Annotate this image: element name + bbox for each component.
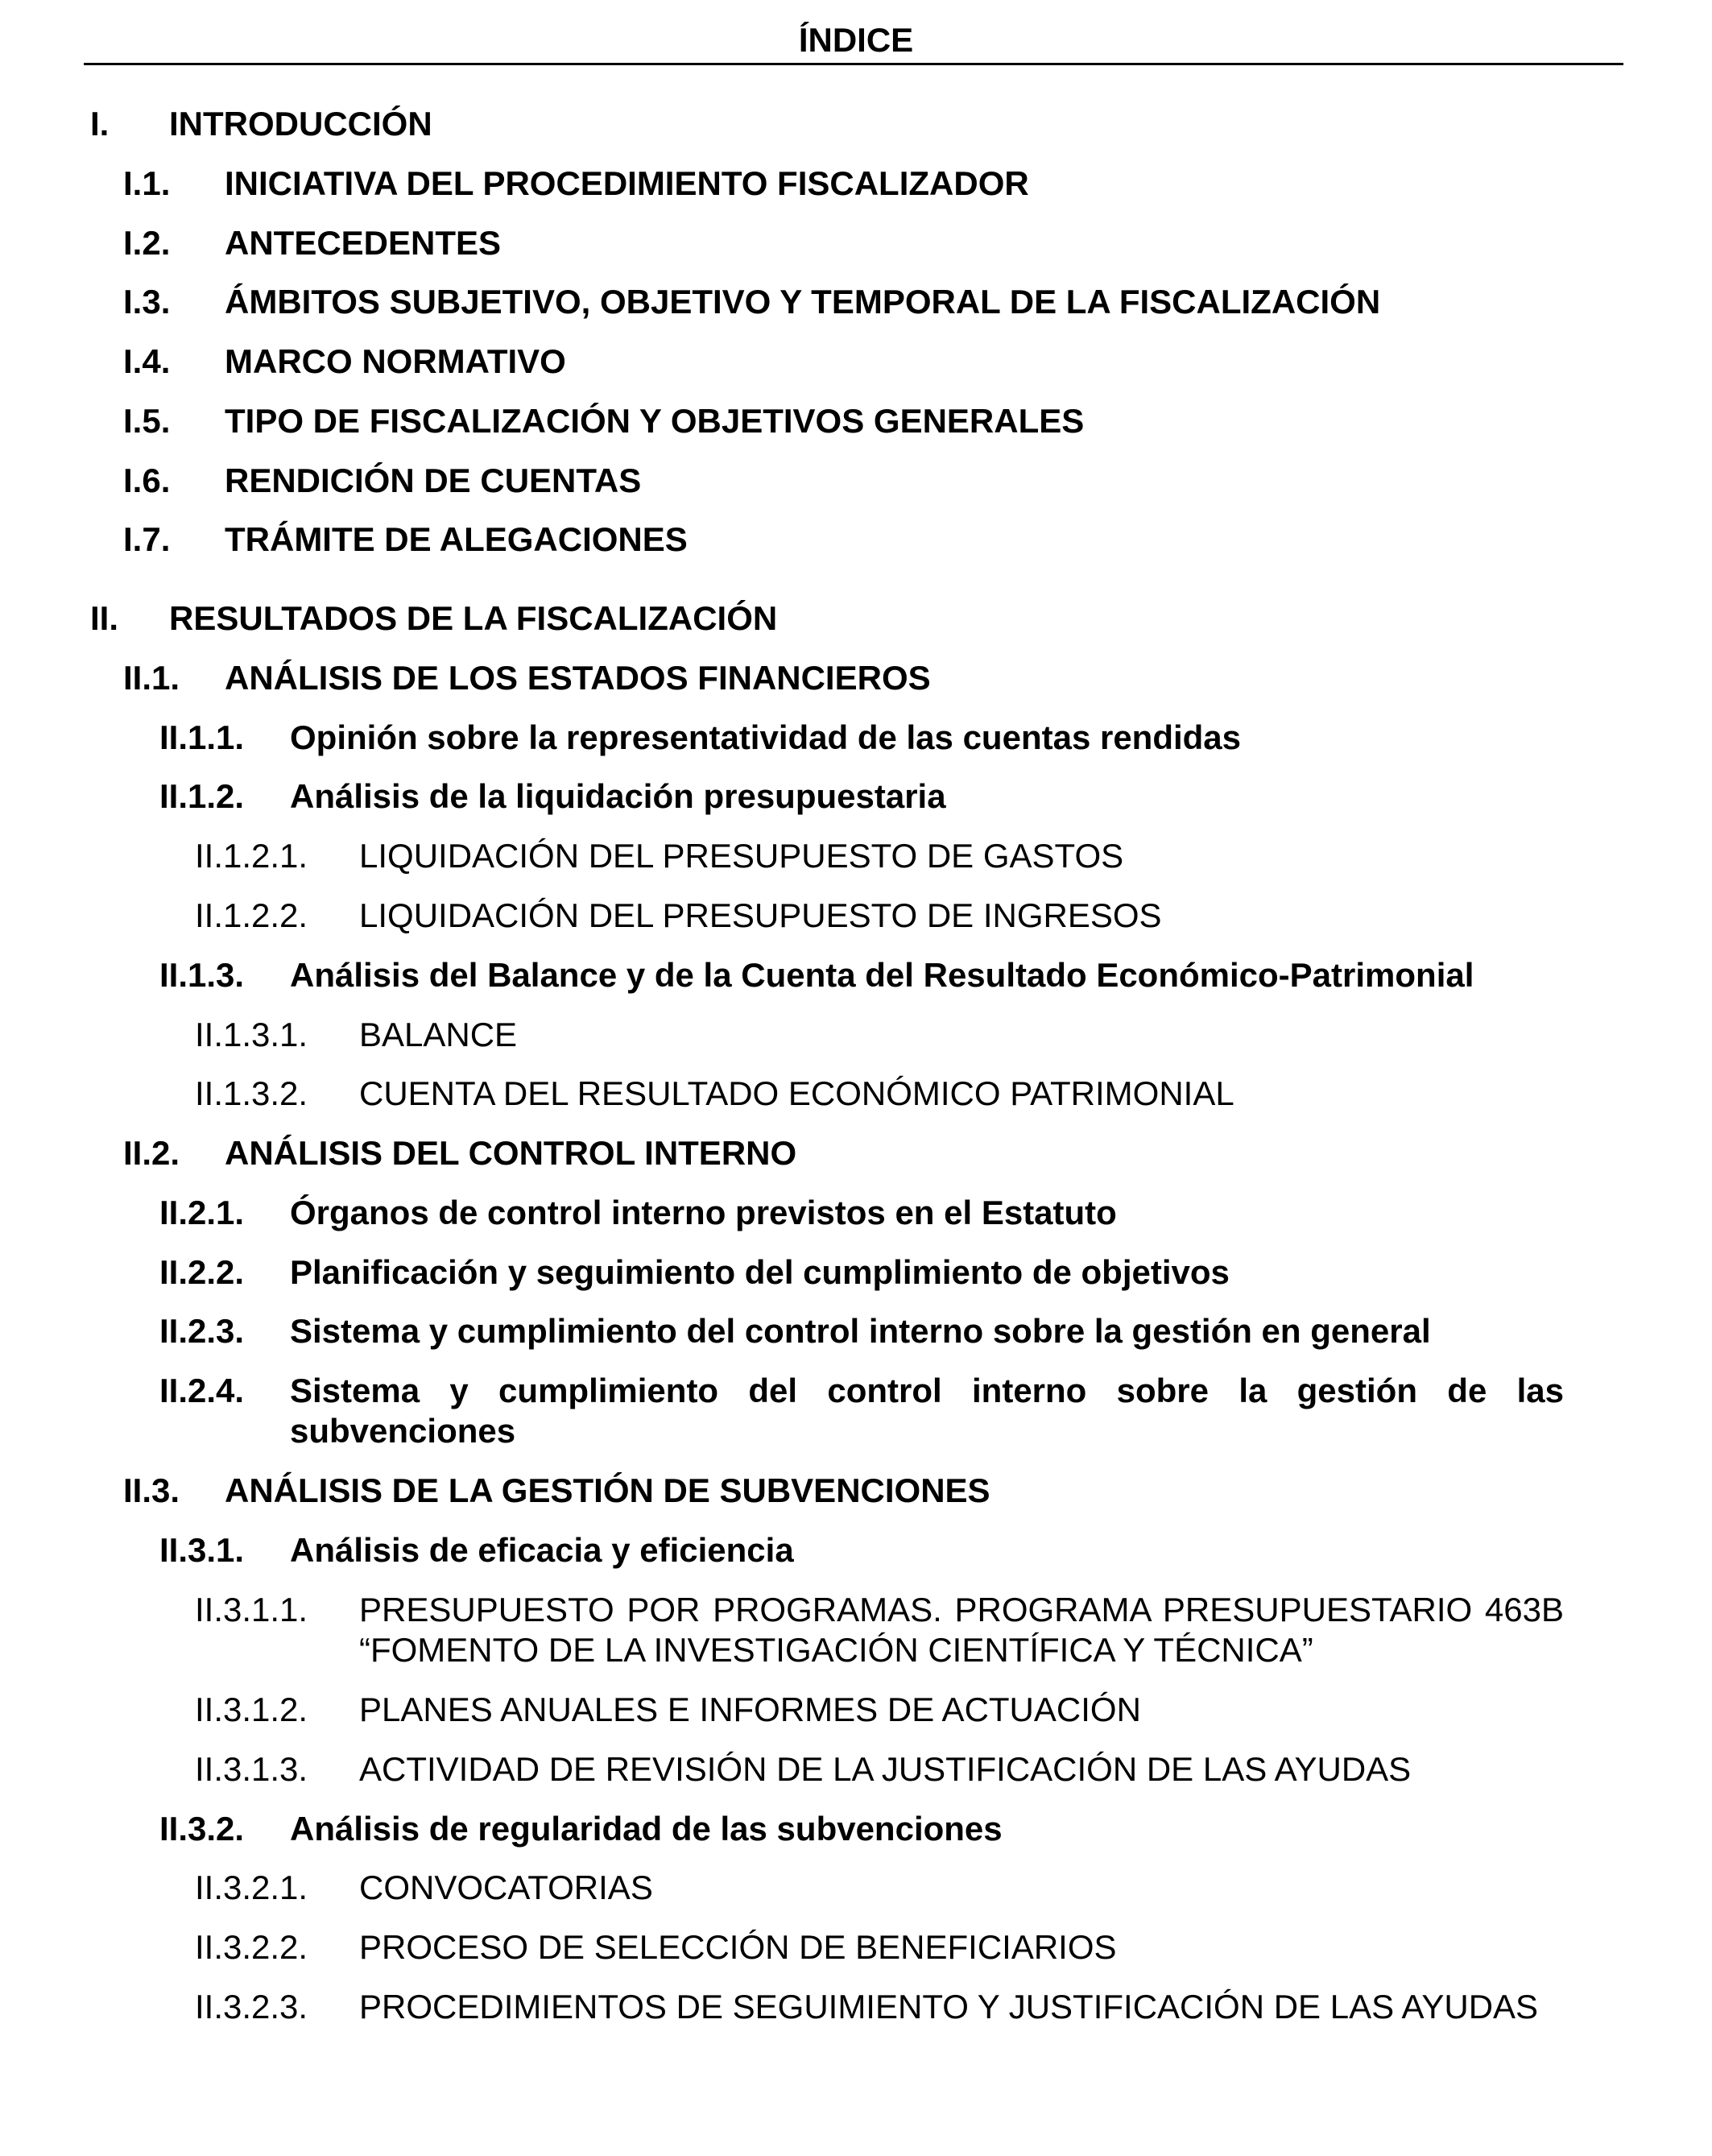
toc-entry-number: II.1.3.	[159, 956, 245, 994]
toc-entry-number: I.7.	[123, 520, 171, 558]
toc-entry-text: INICIATIVA DEL PROCEDIMIENTO FISCALIZADOR	[225, 164, 1029, 202]
toc-entry-text: PLANES ANUALES E INFORMES DE ACTUACIÓN	[359, 1690, 1141, 1728]
toc-entry-text: TIPO DE FISCALIZACIÓN Y OBJETIVOS GENERALES	[225, 402, 1085, 440]
toc-entry-text: ANÁLISIS DE LOS ESTADOS FINANCIEROS	[225, 659, 931, 697]
toc-entry-number: II.3.2.	[159, 1810, 245, 1848]
toc-entry-number: II.2.2.	[159, 1253, 245, 1291]
toc-entry-text: ANTECEDENTES	[225, 224, 502, 262]
toc-entry-text: Opinión sobre la representatividad de las cuentas rendidas	[290, 718, 1242, 756]
toc-entry-number: II.3.2.2.	[195, 1928, 308, 1966]
toc-entry-text: LIQUIDACIÓN DEL PRESUPUESTO DE INGRESOS	[359, 896, 1162, 934]
toc-entry-number: II.2.4.	[159, 1372, 245, 1409]
toc-entry-number: II.3.1.1.	[195, 1591, 308, 1628]
toc-entry-text: Análisis de regularidad de las subvenciones	[290, 1810, 1003, 1848]
toc-entry-text: Sistema y cumplimiento del control interno sobre la gestión de las subvenciones	[290, 1372, 1564, 1450]
toc-entry-text: TRÁMITE DE ALEGACIONES	[225, 520, 688, 558]
title-divider	[84, 63, 1623, 65]
toc-entry-number: I.5.	[123, 402, 171, 440]
toc-entry-text: PROCESO DE SELECCIÓN DE BENEFICIARIOS	[359, 1928, 1117, 1966]
toc-entry-text: Órganos de control interno previstos en el Estatuto	[290, 1194, 1117, 1231]
toc-entry-text: RENDICIÓN DE CUENTAS	[225, 461, 642, 499]
toc-entry-text: CONVOCATORIAS	[359, 1868, 653, 1906]
toc-entry-number: II.2.3.	[159, 1312, 245, 1350]
toc-entry-number: I.1.	[123, 164, 171, 202]
toc-entry-text: CUENTA DEL RESULTADO ECONÓMICO PATRIMONIAL	[359, 1074, 1234, 1112]
toc-entry-text: Análisis del Balance y de la Cuenta del Resultado Económico-Patrimonial	[290, 956, 1474, 994]
toc-entry-text: PRESUPUESTO POR PROGRAMAS. PROGRAMA PRESUPUESTARIO 463B “FOMENTO DE LA INVESTIGACIÓN CIENTÍFICA Y TÉCNICA”	[359, 1591, 1564, 1669]
toc-entry-text: ACTIVIDAD DE REVISIÓN DE LA JUSTIFICACIÓN DE LAS AYUDAS	[359, 1750, 1412, 1788]
toc-entry-text: LIQUIDACIÓN DEL PRESUPUESTO DE GASTOS	[359, 837, 1124, 875]
toc-entry-ii-2-4[interactable]	[159, 1371, 1564, 1451]
toc-entry-text: PROCEDIMIENTOS DE SEGUIMIENTO Y JUSTIFICACIÓN DE LAS AYUDAS	[359, 1988, 1539, 2026]
toc-entry-ii-3-2-3[interactable]	[195, 1987, 1564, 2067]
toc-entry-number: I.	[90, 105, 110, 143]
toc-entry-number: II.1.3.1.	[195, 1016, 308, 1053]
toc-entry-number: II.	[90, 599, 119, 637]
toc-entry-number: II.2.	[123, 1134, 180, 1172]
toc-entry-text: INTRODUCCIÓN	[169, 105, 432, 143]
toc-entry-text: Análisis de la liquidación presupuestaria	[290, 777, 946, 815]
toc-entry-text: ANÁLISIS DE LA GESTIÓN DE SUBVENCIONES	[225, 1471, 990, 1509]
toc-entry-number: I.3.	[123, 283, 171, 321]
toc-entry-text: MARCO NORMATIVO	[225, 342, 566, 380]
toc-entry-text: ANÁLISIS DEL CONTROL INTERNO	[225, 1134, 797, 1172]
page-title: ÍNDICE	[798, 21, 914, 59]
toc-entry-number: II.2.1.	[159, 1194, 245, 1231]
toc-entry-number: I.2.	[123, 224, 171, 262]
toc-entry-number: II.1.2.	[159, 777, 245, 815]
toc-entry-number: II.3.1.	[159, 1531, 245, 1569]
toc-entry-number: I.6.	[123, 461, 171, 499]
toc-entry-number: II.3.2.1.	[195, 1868, 308, 1906]
toc-entry-number: II.1.	[123, 659, 180, 697]
toc-entry-ii-3-1-1[interactable]	[195, 1590, 1564, 1670]
toc-entry-text: Sistema y cumplimiento del control interno sobre la gestión en general	[290, 1312, 1431, 1350]
toc-entry-text: BALANCE	[359, 1016, 518, 1053]
toc-entry-number: II.1.3.2.	[195, 1074, 308, 1112]
toc-entry-text: Planificación y seguimiento del cumplimiento de objetivos	[290, 1253, 1230, 1291]
toc-entry-text: RESULTADOS DE LA FISCALIZACIÓN	[169, 599, 778, 637]
toc-entry-number: II.1.2.2.	[195, 896, 308, 934]
toc-entry-number: II.3.1.2.	[195, 1690, 308, 1728]
toc-entry-number: II.1.1.	[159, 718, 245, 756]
toc-entry-number: II.1.2.1.	[195, 837, 308, 875]
toc-entry-text: Análisis de eficacia y eficiencia	[290, 1531, 794, 1569]
toc-entry-text: ÁMBITOS SUBJETIVO, OBJETIVO Y TEMPORAL DE LA FISCALIZACIÓN	[225, 283, 1381, 321]
toc-entry-number: II.3.2.3.	[195, 1988, 308, 2026]
toc-entry-number: II.3.1.3.	[195, 1750, 308, 1788]
toc-entry-number: I.4.	[123, 342, 171, 380]
toc-entry-number: II.3.	[123, 1471, 180, 1509]
